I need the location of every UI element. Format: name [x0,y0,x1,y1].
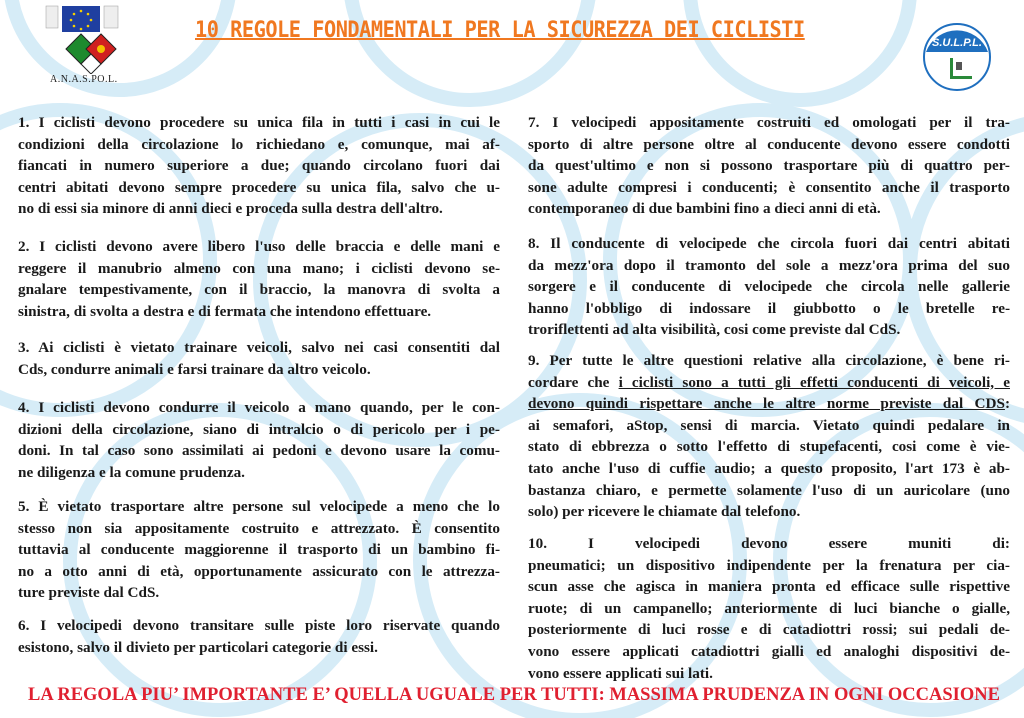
anaspol-logo-caption: A.N.A.S.PO.L. [50,74,118,85]
rule-line: da mezz'ora dopo il tramonto del sole a mezz'ora prima del suo [528,256,1010,274]
rule-line: esistono, salvo il divieto per particolari categorie di essi. [18,638,378,656]
rule-line: ne diligenza e la comune prudenza. [18,463,245,481]
underlined-text: i ciclisti sono a tutti gli effetti conducenti di veicoli, e [618,373,1010,391]
rule-line: solo) per ricevere le chiamate dal telefono. [528,503,801,521]
rule-line: troriflettenti ad alta visibilità, cosi come previste dal CdS. [528,321,901,339]
rule-line [528,393,1010,415]
rule-line: 9. Per tutte le altre questioni relative alla circolazione, è bene ri- [528,352,1010,369]
rule-line: 7. I velocipedi appositamente costruiti ed omologati per il tra- [528,114,1010,131]
sulpl-logo [922,22,992,92]
rule-line: dizioni della circolazione, siano di intralcio o di pericolo per i pe- [18,420,500,438]
rule-line: scun asse che agisca in maniera pronta ed efficace sulle rispettive [528,578,1010,596]
rule-paragraph [528,112,1010,220]
rule-line: 1. I ciclisti devono procedere su unica fila in tutti i casi in cui le [18,114,500,131]
rule-line: hanno l'obbligo di indossare il giubbotto o le bretelle re- [528,299,1010,317]
rule-line: sinistra, di svolta a destra e di fermata che intendono effettuare. [18,302,432,320]
underlined-text: devono quindi rispettare anche le altre norme previste dal CDS [528,395,1005,413]
rule-line: 10. I velocipedi devono essere muniti di: [528,535,1010,552]
rule-paragraph [18,496,500,604]
rule-line [528,372,1010,394]
svg-text:S.U.L.P.L.: S.U.L.P.L. [932,37,982,49]
rule-line: ai semafori, aStop, sensi di marcia. Vietato quindi pedalare in [528,416,1010,434]
rule-paragraph [18,337,500,380]
rule-line: 5. È vietato trasportare altre persone sul velocipede a meno che lo [18,498,500,515]
rule-line: tuttavia al conducente maggiorenne il trasporto di un bambino fi- [18,541,500,559]
rule-paragraph [18,236,500,322]
rule-line: 2. I ciclisti devono avere libero l'uso delle braccia e delle mani e [18,238,500,255]
rule-line: da quest'ultimo e non si possono trasportare più di quattro per- [528,157,1010,175]
rule-line: posteriormente di luci rosse e di catadiottri rossi; sui pedali de- [528,621,1010,639]
rule-line: vono essere applicati sui lati. [528,664,713,682]
rule-line: tato anche l'uso di cuffie audio; a questo proposito, l'art 173 è ab- [528,459,1010,477]
rule-line: sorgere e il conducente di velocipede che circola nelle gallerie [528,278,1010,296]
rule-paragraph [528,533,1010,684]
rule-line: no a otto anni di età, opportunamente assicurato con le attrezza- [18,562,500,580]
rule-line: 4. I ciclisti devono condurre il veicolo a mano quando, per le con- [18,399,500,416]
rule-line: centri abitati devono sempre procedere su unica fila, salvo che u- [18,178,500,196]
rule-line: vono essere applicati catadiottri gialli ed analoghi dispositivi de- [528,642,1010,660]
rule-line: bastanza chiaro, e permette solamente l'uso di un auricolare (uno [528,481,1010,499]
rule-line: gnalare tempestivamente, con il braccio, la manovra di svolta a [18,281,500,299]
rule-line: 3. Ai ciclisti è vietato trainare veicoli, salvo nei casi consentiti dal [18,339,500,356]
rule-line: 6. I velocipedi devono transitare sulle piste loro riservate quando [18,617,500,634]
rule-line: condizioni della circolazione lo richiedano e, comunque, mai af- [18,135,500,153]
rule-line: fiancati in numero superiore a due; quando circolano fuori dai [18,157,500,175]
page-title: 10 REGOLE FONDAMENTALI PER LA SICUREZZA DEI CICLISTI [195,18,805,43]
rule-line: Cds, condurre animali e farsi trainare da altro veicolo. [18,360,371,378]
rule-line: ruote; di un campanello; anteriormente di luci bianche o gialle, [528,599,1010,617]
rule-line: reggere il manubrio almeno con una mano; i ciclisti devono se- [18,259,500,277]
rule-line: pneumatici; un dispositivo indipendente per la frenatura per cia- [528,556,1010,574]
rule-line: sporto di altre persone oltre al conducente devono essere condotti [528,135,1010,153]
rule-line: stesso non sia appositamente costruito e attrezzato. È consentito [18,519,500,537]
rule-line: stato di ebbrezza o sotto l'effetto di stupefacenti, cosi come è vie- [528,438,1010,456]
rule-paragraph [18,112,500,220]
text-segment: cordare che [528,373,619,391]
rule-paragraph [18,615,500,658]
rule-paragraph [528,350,1010,523]
rule-line: sone adulte compresi i conducenti; è consentito anche il trasporto [528,178,1010,196]
anaspol-logo [38,4,148,84]
rule-paragraph [18,397,500,483]
rule-line: contemporaneo di due bambini fino a dieci anni di età. [528,200,881,218]
rule-paragraph [528,233,1010,341]
rule-line: doni. In tal caso sono assimilati ai pedoni e devono usare la comu- [18,442,500,460]
rule-line: 8. Il conducente di velocipede che circola fuori dai centri abitati [528,235,1010,252]
text-segment: : [1004,395,1010,413]
footer-slogan: LA REGOLA PIU’ IMPORTANTE E’ QUELLA UGUALE PER TUTTI: MASSIMA PRUDENZA IN OGNI OCCASIONE [28,685,1000,705]
rule-line: no di essi sia minore di anni dieci e proceda sulla destra dell'altro. [18,200,443,218]
rule-line: ture previste dal CdS. [18,584,160,602]
